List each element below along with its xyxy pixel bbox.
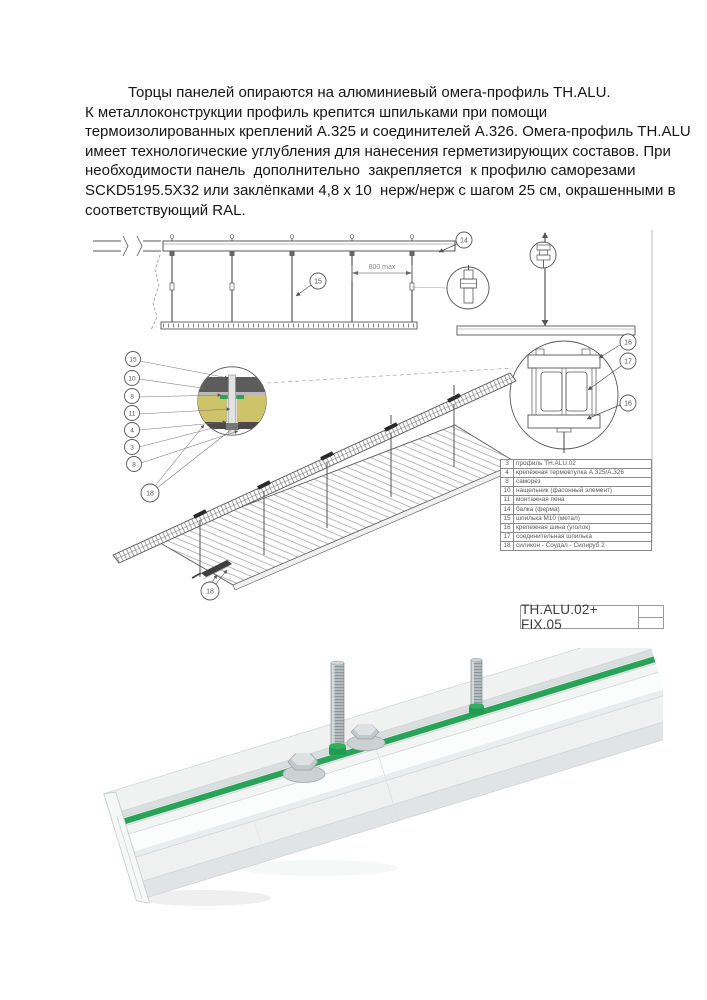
section-detail-circle: [195, 367, 270, 435]
svg-text:15: 15: [314, 278, 322, 286]
paragraph-line: соответствующий RAL.: [85, 201, 246, 219]
dimension-label: 800 max: [368, 264, 396, 271]
profile-photo: [88, 648, 663, 918]
part-number: 14: [501, 505, 514, 514]
svg-text:16: 16: [624, 400, 632, 408]
technical-drawing: [85, 225, 665, 630]
svg-text:3: 3: [130, 444, 134, 452]
table-row: [501, 505, 652, 514]
table-row: [501, 541, 652, 550]
paragraph-line: термоизолированных креплений А.325 и соединителей А.326. Омега-профиль TH.ALU: [85, 123, 691, 141]
part-number: 11: [501, 496, 514, 505]
svg-text:17: 17: [624, 358, 632, 366]
paragraph-line: имеет технологические углубления для нанесения герметизирующих составов. При: [85, 142, 671, 160]
dimension-800max: [352, 264, 412, 281]
table-row: [501, 469, 652, 478]
detail-circle-coupler: [412, 265, 489, 309]
paragraph-line: К металлоконструкции профиль крепится шпильками при помощи: [85, 103, 548, 121]
paragraph-line: необходимости панель дополнительно закрепляется к профилю саморезами: [85, 162, 636, 180]
part-number: 18: [501, 541, 514, 550]
part-number: 4: [501, 469, 514, 478]
part-name: шпилька М10 (метал): [514, 514, 652, 523]
part-name: саморез: [514, 478, 652, 487]
part-number: 8: [501, 478, 514, 487]
svg-text:18: 18: [206, 588, 214, 596]
elevation-view: [93, 235, 455, 330]
paragraph-line: Торцы панелей опираются на алюминиевый омега-профиль TH.ALU.: [128, 84, 611, 101]
part-name: нащельник (фасонный элемент): [514, 487, 652, 496]
svg-text:10: 10: [128, 375, 136, 383]
parts-table: [500, 459, 652, 551]
paragraph-line: SCKD5195.5X32 или заклёпками 4,8 х 10 нерж/нерж с шагом 25 см, окрашенными в: [85, 181, 676, 199]
svg-text:4: 4: [130, 427, 134, 435]
svg-text:11: 11: [128, 410, 136, 418]
table-row: [501, 487, 652, 496]
svg-text:18: 18: [146, 490, 154, 498]
part-number: 15: [501, 514, 514, 523]
part-name: монтажная пена: [514, 496, 652, 505]
drawing-code-label: TH.ALU.02+ FIX.05: [521, 602, 598, 632]
intro-paragraph: [85, 83, 691, 220]
drawing-title-block: [520, 602, 664, 632]
table-row: [501, 514, 652, 523]
part-number: 16: [501, 523, 514, 532]
title-block-side-cells: [638, 606, 663, 628]
table-row: [501, 460, 652, 469]
part-name: профиль TH.ALU.02: [514, 460, 652, 469]
table-row: [501, 532, 652, 541]
threaded-rod: [469, 658, 484, 714]
svg-text:16: 16: [624, 339, 632, 347]
table-row: [501, 496, 652, 505]
svg-text:8: 8: [132, 461, 136, 469]
part-name: крепёжная термовтулка А.325/А.326: [514, 469, 652, 478]
threaded-rod: [329, 661, 346, 755]
callout-18-column: [141, 422, 241, 502]
detail-circle-beam-clamp: [510, 341, 618, 453]
table-row: [501, 478, 652, 487]
svg-text:15: 15: [129, 356, 137, 364]
part-number: 10: [501, 487, 514, 496]
callout-15: [296, 273, 326, 296]
table-row: [501, 523, 652, 532]
part-name: крепежная шина (уголок): [514, 523, 652, 532]
part-name: балка (ферма): [514, 505, 652, 514]
part-name: силикон - Соудал - Силируб 2: [514, 541, 652, 550]
part-number: 17: [501, 532, 514, 541]
part-name: соединительная шпилька: [514, 532, 652, 541]
part-number: 3: [501, 460, 514, 469]
svg-text:8: 8: [130, 393, 134, 401]
svg-text:14: 14: [460, 237, 468, 245]
isometric-view: [113, 368, 519, 600]
